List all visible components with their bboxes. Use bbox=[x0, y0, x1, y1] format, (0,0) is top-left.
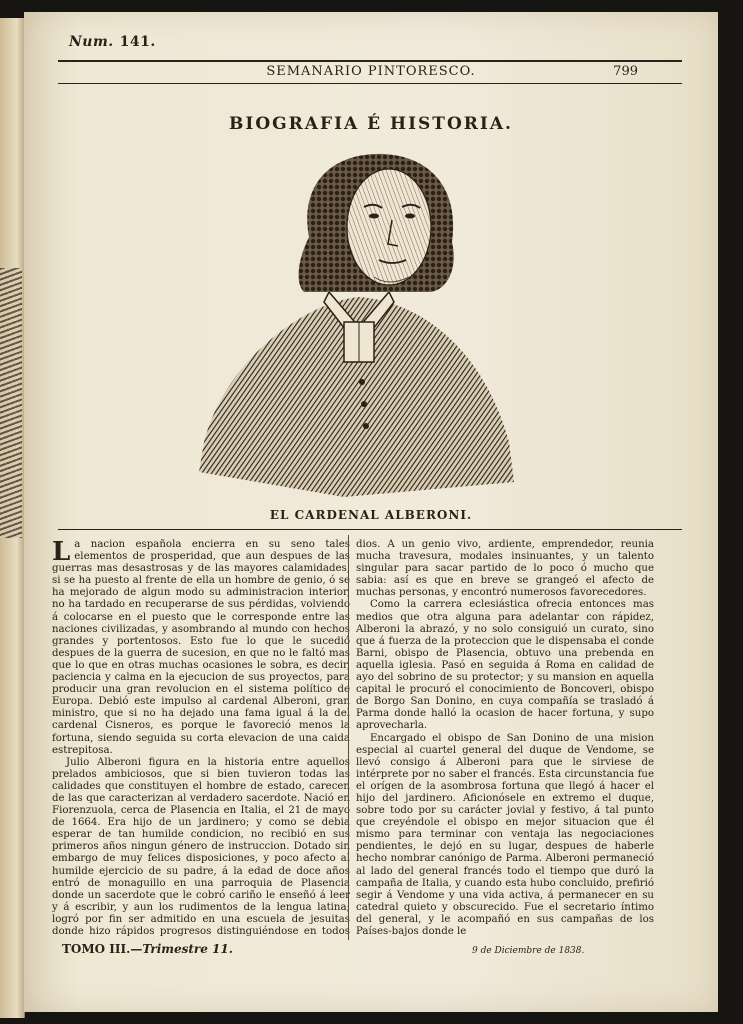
section-title: BIOGRAFIA É HISTORIA. bbox=[229, 114, 513, 134]
header-rule-bottom bbox=[58, 83, 682, 84]
column-divider bbox=[348, 535, 349, 940]
paragraph: Julio Alberoni figura en la historia entre aquellos prelados ambiciosos, que si bien tuvieron todas las calidades que constituyen el hombre de estado, carecen de las que caracterizan al verdadero sacerdote. Nació en Fiorenzuola, cerca de Plasencia en Italia, el 21 de mayo de 1664. Era hijo de un jardinero; y como se debia esperar de tan humilde condicion, no recibió en sus primeros años ningun género de instruccion. Dotado sin embargo de muy felices disposiciones, y poco afecto al humilde ejercicio de su padre, á la edad de doce años entró de monaguillo en una parroquia de Plasencia donde un sacerdote que le cobró cariño le enseñó á leer y á escribir, y aun los rudimentos de la lengua latina; logró por fin ser admitido en una escuela de jesuitas donde hizo rápidos progresos distinguiéndose en todos bbox=[52, 756, 350, 937]
publication-title: SEMANARIO PINTORESCO. bbox=[266, 64, 476, 79]
header-rule-top bbox=[58, 60, 682, 62]
paragraph: dios. A un genio vivo, ardiente, emprendedor, reunia mucha travesura, modales insinuantes, y un talento singular para sacar partido de lo poco ó mucho que sabia: así es que en breve se grangeó el afecto de muchas personas, y encontró numerosos favorecedores. bbox=[356, 539, 654, 599]
paragraph: Encargado el obispo de San Donino de una mision especial al cuartel general del duque de Vendome, se llevó consigo á Alberoni para que le sirviese de intérprete por no saber el francés. Esta circunstancia fue el orígen de la asombrosa fortuna que llegó á hacer el hijo del jardinero. Aficionósele en extremo el duque, sobre todo por su carácter jovial y festivo, á tal punto que creyéndole el obispo en mejor situacion que él mismo para terminar con ventaja las negociaciones pendientes, le dejó en su lugar, despues de haberle hecho nombrar canónigo de Parma. Alberoni permaneció al lado del general francés todo el tiempo que duró la campaña de Italia, y cuando esta hubo concluido, prefirió segir á Vendome y una vida activa, á permanecer en su catedral quieto y obscurecido. Fue el secretario íntimo del general, y le acompañó en sus campañas de los Países-bajos donde le bbox=[356, 732, 654, 937]
issue-date: 9 de Diciembre de 1838. bbox=[472, 946, 585, 956]
paragraph: Como la carrera eclesiástica ofrecia entonces mas medios que otra alguna para adelantar con rápidez, Alberoni la abrazó, y no solo consiguió un curato, sino que á fuerza de la proteccion que le dispensaba el conde Barni, obispo de Plasencia, obtuvo una prebenda en aquella iglesia. Pasó en seguida á Roma en calidad de ayo del sobrino de su protector; y su mansion en aquella capital le procuró el conocimiento de Boncoveri, obispo de Borgo San Donino, en cuya compañía se trasladó á Parma donde halló la ocasion de hacer fortuna, y supo aprovecharla. bbox=[356, 599, 654, 732]
page-number: 799 bbox=[613, 64, 638, 79]
drop-cap: L bbox=[52, 539, 71, 567]
neighbor-page-edge bbox=[0, 18, 25, 1018]
portrait-engraving bbox=[184, 142, 519, 502]
article-column-left bbox=[52, 539, 350, 938]
neighbor-engraving-fragment bbox=[0, 268, 22, 538]
paragraph: La nacion española encierra en su seno tales elementos de prosperidad, que aun despues de las guerras mas desastrosas y de las mayores calamidades, si se ha puesto al frente de ella un hombre de genio, ó se ha mejorado de algun modo su administracion interior, no ha tardado en recuperarse de sus pérdidas, volviendo á colocarse en el puesto que le corresponde entre las naciones civilizadas, y asombrando al mundo con hechos grandes y portentosos. Esto fue lo que le sucedió despues de la guerra de sucesion, en que no le faltó mas que lo que en otras muchas ocasiones le sobra, es decir, paciencia y calma en la ejecucion de sus proyectos, para producir una gran revolucion en el sistema político de Europa. Debió este impulso al cardenal Alberoni, gran ministro, que si no ha dejado una fama igual á la del cardenal Cisneros, es porque le favoreció menos la fortuna, siendo seguida su corta elevacion de una caida estrepitosa. bbox=[52, 539, 350, 756]
volume-label: TOMO III.—Trimestre 11. bbox=[62, 942, 233, 956]
issue-number: Num. 141. bbox=[69, 34, 156, 50]
portrait-caption: EL CARDENAL ALBERONI. bbox=[269, 508, 473, 522]
article-column-right bbox=[356, 539, 654, 938]
caption-rule bbox=[58, 529, 682, 530]
newspaper-page bbox=[24, 12, 718, 1012]
